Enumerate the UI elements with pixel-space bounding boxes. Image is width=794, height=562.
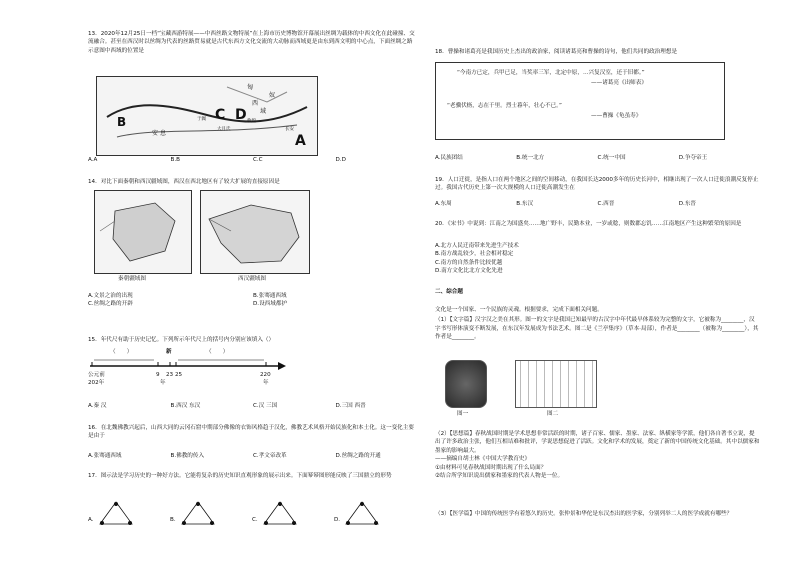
- map-label-nu: 奴: [269, 92, 276, 99]
- map-label-dunhuang: 敦煌: [247, 119, 256, 124]
- question-13: [88, 30, 418, 55]
- timeline-nian: 年: [160, 380, 166, 386]
- question-21-part-2: [435, 430, 760, 480]
- timeline-202: 202年: [88, 380, 105, 386]
- map-label-xi: 西: [252, 100, 259, 107]
- question-17-options: [88, 500, 418, 540]
- question-21: [435, 306, 760, 342]
- triangle-diagram-d: [344, 500, 380, 526]
- timeline-bracket-2: （ ）: [206, 349, 229, 355]
- timeline-220-unit: 年: [263, 380, 269, 386]
- qin-map-drawing: [95, 191, 191, 273]
- map-marker-a: A: [295, 133, 306, 149]
- option-b[interactable]: B.佛教的传入: [170, 453, 205, 459]
- question-18: [435, 48, 760, 56]
- han-territory: [209, 205, 299, 263]
- question-20-stem: 20．《宋书》中说到：江南之为国盛矣……地广野丰，民勤本业，一岁或稔，则数郡忘饥……江南地区产生这种繁荣的原因是: [435, 221, 742, 227]
- option-a[interactable]: A.秦 汉: [88, 403, 107, 409]
- option-c[interactable]: C.C: [253, 157, 263, 163]
- question-13-stem: 13．2020年12月25日一档“宝藏西游特展——中西丝路文物特展”在上海市历史博物馆开幕展出丝绸为载体的中西文化在此碰撞、交流融合。甚至在西汉时以丝绸为代表的丝路贸易就是古代东西方文化交流的大动脉而西域更是由东到西文明的中心点，下面丝绸之路示意图中西域的位置是: [88, 31, 415, 54]
- option-b[interactable]: B.张骞通西域: [253, 293, 287, 299]
- question-19-stem: 19．人口迁徙，是指人口在两个地区之间的空间移动，在我国长达2000多年的历史长河中，相继出现了一次人口迁徙浪潮反复停止过。我国古代历史上第一次大规模的人口迁徙高潮发生在: [435, 177, 759, 192]
- qin-territory: [113, 203, 175, 261]
- option-d[interactable]: D.争夺帝王: [678, 155, 708, 161]
- map-label-an: 安: [152, 130, 159, 137]
- question-16: [88, 424, 418, 441]
- timeline-9: 9: [156, 372, 160, 378]
- timeline-220: 220: [260, 372, 271, 378]
- silk-road-map: [96, 76, 318, 156]
- option-d[interactable]: D.三国 西晋: [335, 403, 366, 409]
- han-map: [200, 190, 310, 274]
- quote-2: “老骥伏枥，志在千里。烈士暮年，壮心不已。”: [447, 102, 562, 109]
- question-17-stem: 17．图示法是学习历史的一种好方法。它能将复杂的历史知识直观形象的展示出来。下面幂幂图形能反映了三国鼎立的形势: [88, 473, 392, 479]
- question-18-stem: 18．曹操和诸葛亮是我国历史上杰出的政治家，阅读诸葛亮和曹操的诗句，他们共同的政治理想是: [435, 49, 678, 55]
- option-b[interactable]: B.: [170, 517, 176, 523]
- option-c[interactable]: C.孝文帝改革: [253, 453, 287, 459]
- timeline-25: 25: [175, 372, 183, 378]
- option-c[interactable]: C.汉 三国: [253, 403, 278, 409]
- question-19-options: [435, 200, 760, 208]
- timeline-23: 23: [166, 372, 174, 378]
- calligraphy-image: [515, 360, 597, 408]
- han-map-drawing: [201, 191, 309, 273]
- option-d[interactable]: D.设西域都护: [253, 301, 288, 308]
- question-14-stem: 14．对比下面秦朝和西汉疆域图，西汉在西北地区有了较大扩展的直接原因是: [88, 179, 280, 185]
- option-b[interactable]: B.西汉 东汉: [170, 403, 201, 409]
- question-21-part-2-text: （2）【思想篇】春秋战国时期是学术思想非常活跃的时期，诸子百家、儒家、墨家、法家、纵横家等学派，他们各自著书立说，提出了许多政治主张，他们互相诘难和批评，学说思想促进了活跃。文化和学术的发展，奠定了新的中国传统文化基础。其中以儒家和墨家的影响最大。: [435, 431, 760, 454]
- option-c[interactable]: C.丝绸之路的开辟: [88, 301, 133, 308]
- question-14-options: [88, 292, 418, 309]
- figure-1-caption: 图一: [457, 411, 469, 417]
- map-marker-c: C: [215, 107, 226, 123]
- question-18-options: [435, 154, 760, 162]
- map-label-yutian: 于阗: [197, 117, 206, 122]
- option-a[interactable]: A.民族团结: [435, 155, 463, 161]
- section-heading: 二、综合题: [435, 289, 463, 295]
- option-a[interactable]: A.北方人民迁南带来先进生产技术: [435, 243, 519, 249]
- timeline-bc: 公元前: [88, 372, 105, 378]
- option-b[interactable]: B.南方战乱较少，社会相对稳定: [435, 251, 514, 258]
- map-label-changan: 长安: [285, 127, 294, 132]
- option-a[interactable]: A.A: [88, 157, 98, 163]
- quote-1: “今南方已定，兵甲已足，当奖率三军，北定中原，…兴复汉室，还于旧都。”: [457, 70, 645, 76]
- option-d[interactable]: D.: [334, 517, 341, 523]
- question-21-intro: 文化是一个国家、一个民族的灵魂。根据要求，完成下面相关问题。: [435, 307, 603, 313]
- option-d[interactable]: D.D: [335, 157, 346, 163]
- option-b[interactable]: B.东汉: [516, 201, 534, 207]
- option-b[interactable]: B.统一北方: [516, 155, 545, 161]
- triangle-diagram-b: [180, 500, 216, 526]
- timeline: [88, 348, 298, 388]
- triangle-diagram-c: [262, 500, 298, 526]
- option-a[interactable]: A.张骞通西域: [88, 453, 122, 459]
- question-21-part-1: （1）【文字篇】汉字汉之美在其形。图一的文字是我国已知最早的古汉字中年代最早体系较为完整的文字，它被称为________，汉字书写形体演变不断发展，在东汉年发展成为书法艺术。图二是《兰亭集序》（草本·局部），作者是________（被称为________），其作者是________。: [435, 317, 759, 341]
- question-20: [435, 220, 760, 228]
- map-label-xiong: 匈: [247, 84, 254, 91]
- option-c[interactable]: C.南方的自然条件比较优越: [435, 259, 503, 266]
- question-14: [88, 178, 418, 186]
- silk-road-map-drawing: [97, 77, 317, 155]
- river-line: [117, 125, 297, 137]
- map-marker-b: B: [117, 115, 127, 129]
- option-d[interactable]: D.南方文化比北方文化先进: [435, 268, 503, 275]
- question-20-options: [435, 242, 760, 276]
- option-c[interactable]: C.统一中国: [597, 155, 626, 161]
- timeline-bracket-1: （ ）: [110, 349, 133, 355]
- option-c[interactable]: C.: [252, 517, 258, 523]
- question-19: [435, 176, 760, 193]
- qin-border: [100, 221, 115, 231]
- question-16-stem: 16．在北魏佛教兴起后，山西大同的云冈石窟中期部分佛像的衣饰风格趋于汉化，佛教艺术风格开始民族化和本土化。这一变化主要是由于: [88, 425, 414, 440]
- qin-map-caption: 秦朝疆域图: [118, 276, 146, 282]
- timeline-xin: 新: [166, 349, 172, 355]
- question-16-options: [88, 452, 418, 460]
- question-17: [88, 472, 418, 480]
- figure-2-caption: 图二: [547, 411, 559, 417]
- option-c[interactable]: C.西晋: [597, 201, 615, 207]
- map-label-yuezhi: 大月氏: [217, 127, 231, 132]
- question-21-part-3: [435, 510, 760, 518]
- question-13-options: [88, 156, 418, 164]
- quote-2-source: ——曹操《龟虽寿》: [591, 113, 642, 120]
- quote-box: [435, 62, 725, 140]
- option-a[interactable]: A.东周: [435, 201, 452, 207]
- question-15-stem: 15．年代尺有助于历史记忆。下列所示年代尺上的括号内分别应该填入（）: [88, 337, 275, 343]
- map-label-yu: 域: [260, 108, 267, 115]
- silk-road-route: [107, 105, 307, 121]
- quote-1-source: ——诸葛亮《出师表》: [591, 80, 647, 87]
- question-21-sub-1: ①由材料可见春秋战国时期出现了什么局面？: [435, 464, 547, 471]
- option-d[interactable]: D.丝绸之路的开通: [335, 453, 381, 459]
- option-a[interactable]: A.文景之治的出现: [88, 293, 133, 299]
- han-map-caption: 西汉疆域图: [238, 276, 266, 282]
- map-label-xi2: 息: [160, 130, 167, 137]
- map-marker-d: D: [235, 107, 247, 123]
- triangle-diagram-a: [98, 500, 134, 526]
- question-21-source: ——摘编自胡士林《中国大学教育史》: [435, 456, 531, 463]
- qin-map: [94, 190, 192, 274]
- oracle-bone-image: [445, 360, 487, 408]
- option-a[interactable]: A.: [88, 517, 94, 523]
- option-d[interactable]: D.东晋: [678, 201, 697, 207]
- question-15: [88, 336, 418, 344]
- option-b[interactable]: B.B: [170, 157, 180, 163]
- question-21-sub-2: ②结合所学知识说出儒家和墨家的代表人物是一位。: [435, 472, 564, 479]
- question-15-options: [88, 402, 418, 410]
- question-21-part-3-text: （3）【医学篇】中国的传统医学有着悠久的历史。张仲景和华佗是东汉杰出的医学家，分别列举二人的医学成就有哪些？: [435, 511, 733, 517]
